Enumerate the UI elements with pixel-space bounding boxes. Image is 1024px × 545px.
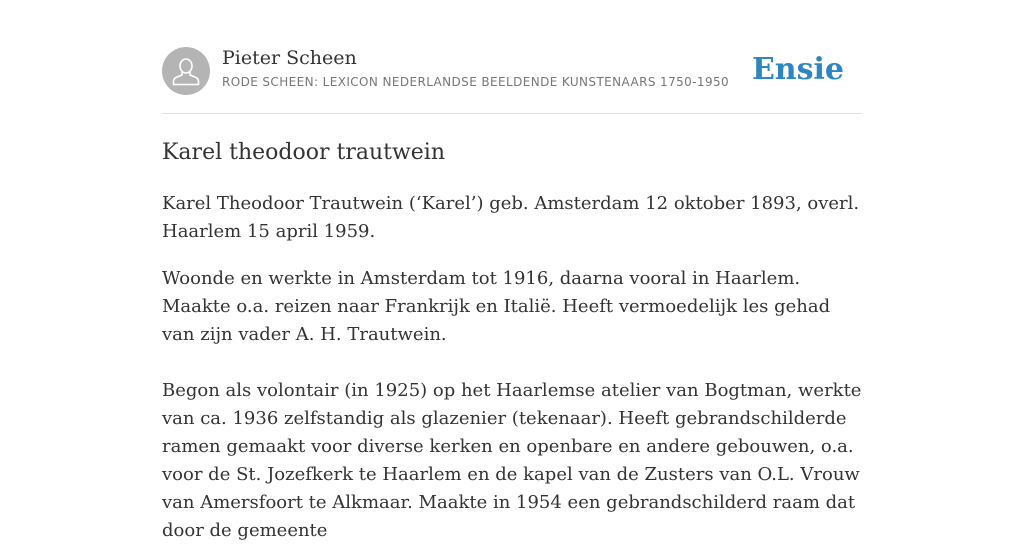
article-paragraph: Woonde en werkte in Amsterdam tot 1916, daarna vooral in Haarlem. Maakte o.a. reizen naar Frankrijk en Italië. Heeft vermoedelijk les gehad van zijn vader A. H. Trautwein. xyxy=(162,268,831,345)
article-paragraph: Begon als volontair (in 1925) op het Haarlemse atelier van Bogtman, werkte van ca. 1936 zelfstandig als glazenier (tekenaar). Heeft gebrandschilderde ramen gemaakt voor diverse kerken en openbare en andere gebouwen, o.a. voor de St. Jozefkerk te Haarlem en de kapel van de Zusters van O.L. Vrouw van Amersfoort te Alkmaar. Maakte in 1954 een gebrandschilderd raam dat door de gemeente xyxy=(162,380,862,541)
user-icon xyxy=(162,47,210,95)
header-divider xyxy=(162,113,862,114)
author-avatar[interactable] xyxy=(162,47,210,95)
article-header xyxy=(162,46,862,96)
article-paragraph: Karel Theodoor Trautwein (‘Karel’) geb. Amsterdam 12 oktober 1893, overl. Haarlem 15 april 1959. xyxy=(162,193,860,242)
source-name[interactable]: RODE SCHEEN: LEXICON NEDERLANDSE BEELDENDE KUNSTENAARS 1750-1950 xyxy=(222,75,730,89)
article-body xyxy=(162,190,868,545)
article-title: Karel theodoor trautwein xyxy=(162,140,446,165)
ensie-logo[interactable]: Ensie xyxy=(751,52,844,87)
author-name[interactable]: Pieter Scheen xyxy=(222,47,357,69)
